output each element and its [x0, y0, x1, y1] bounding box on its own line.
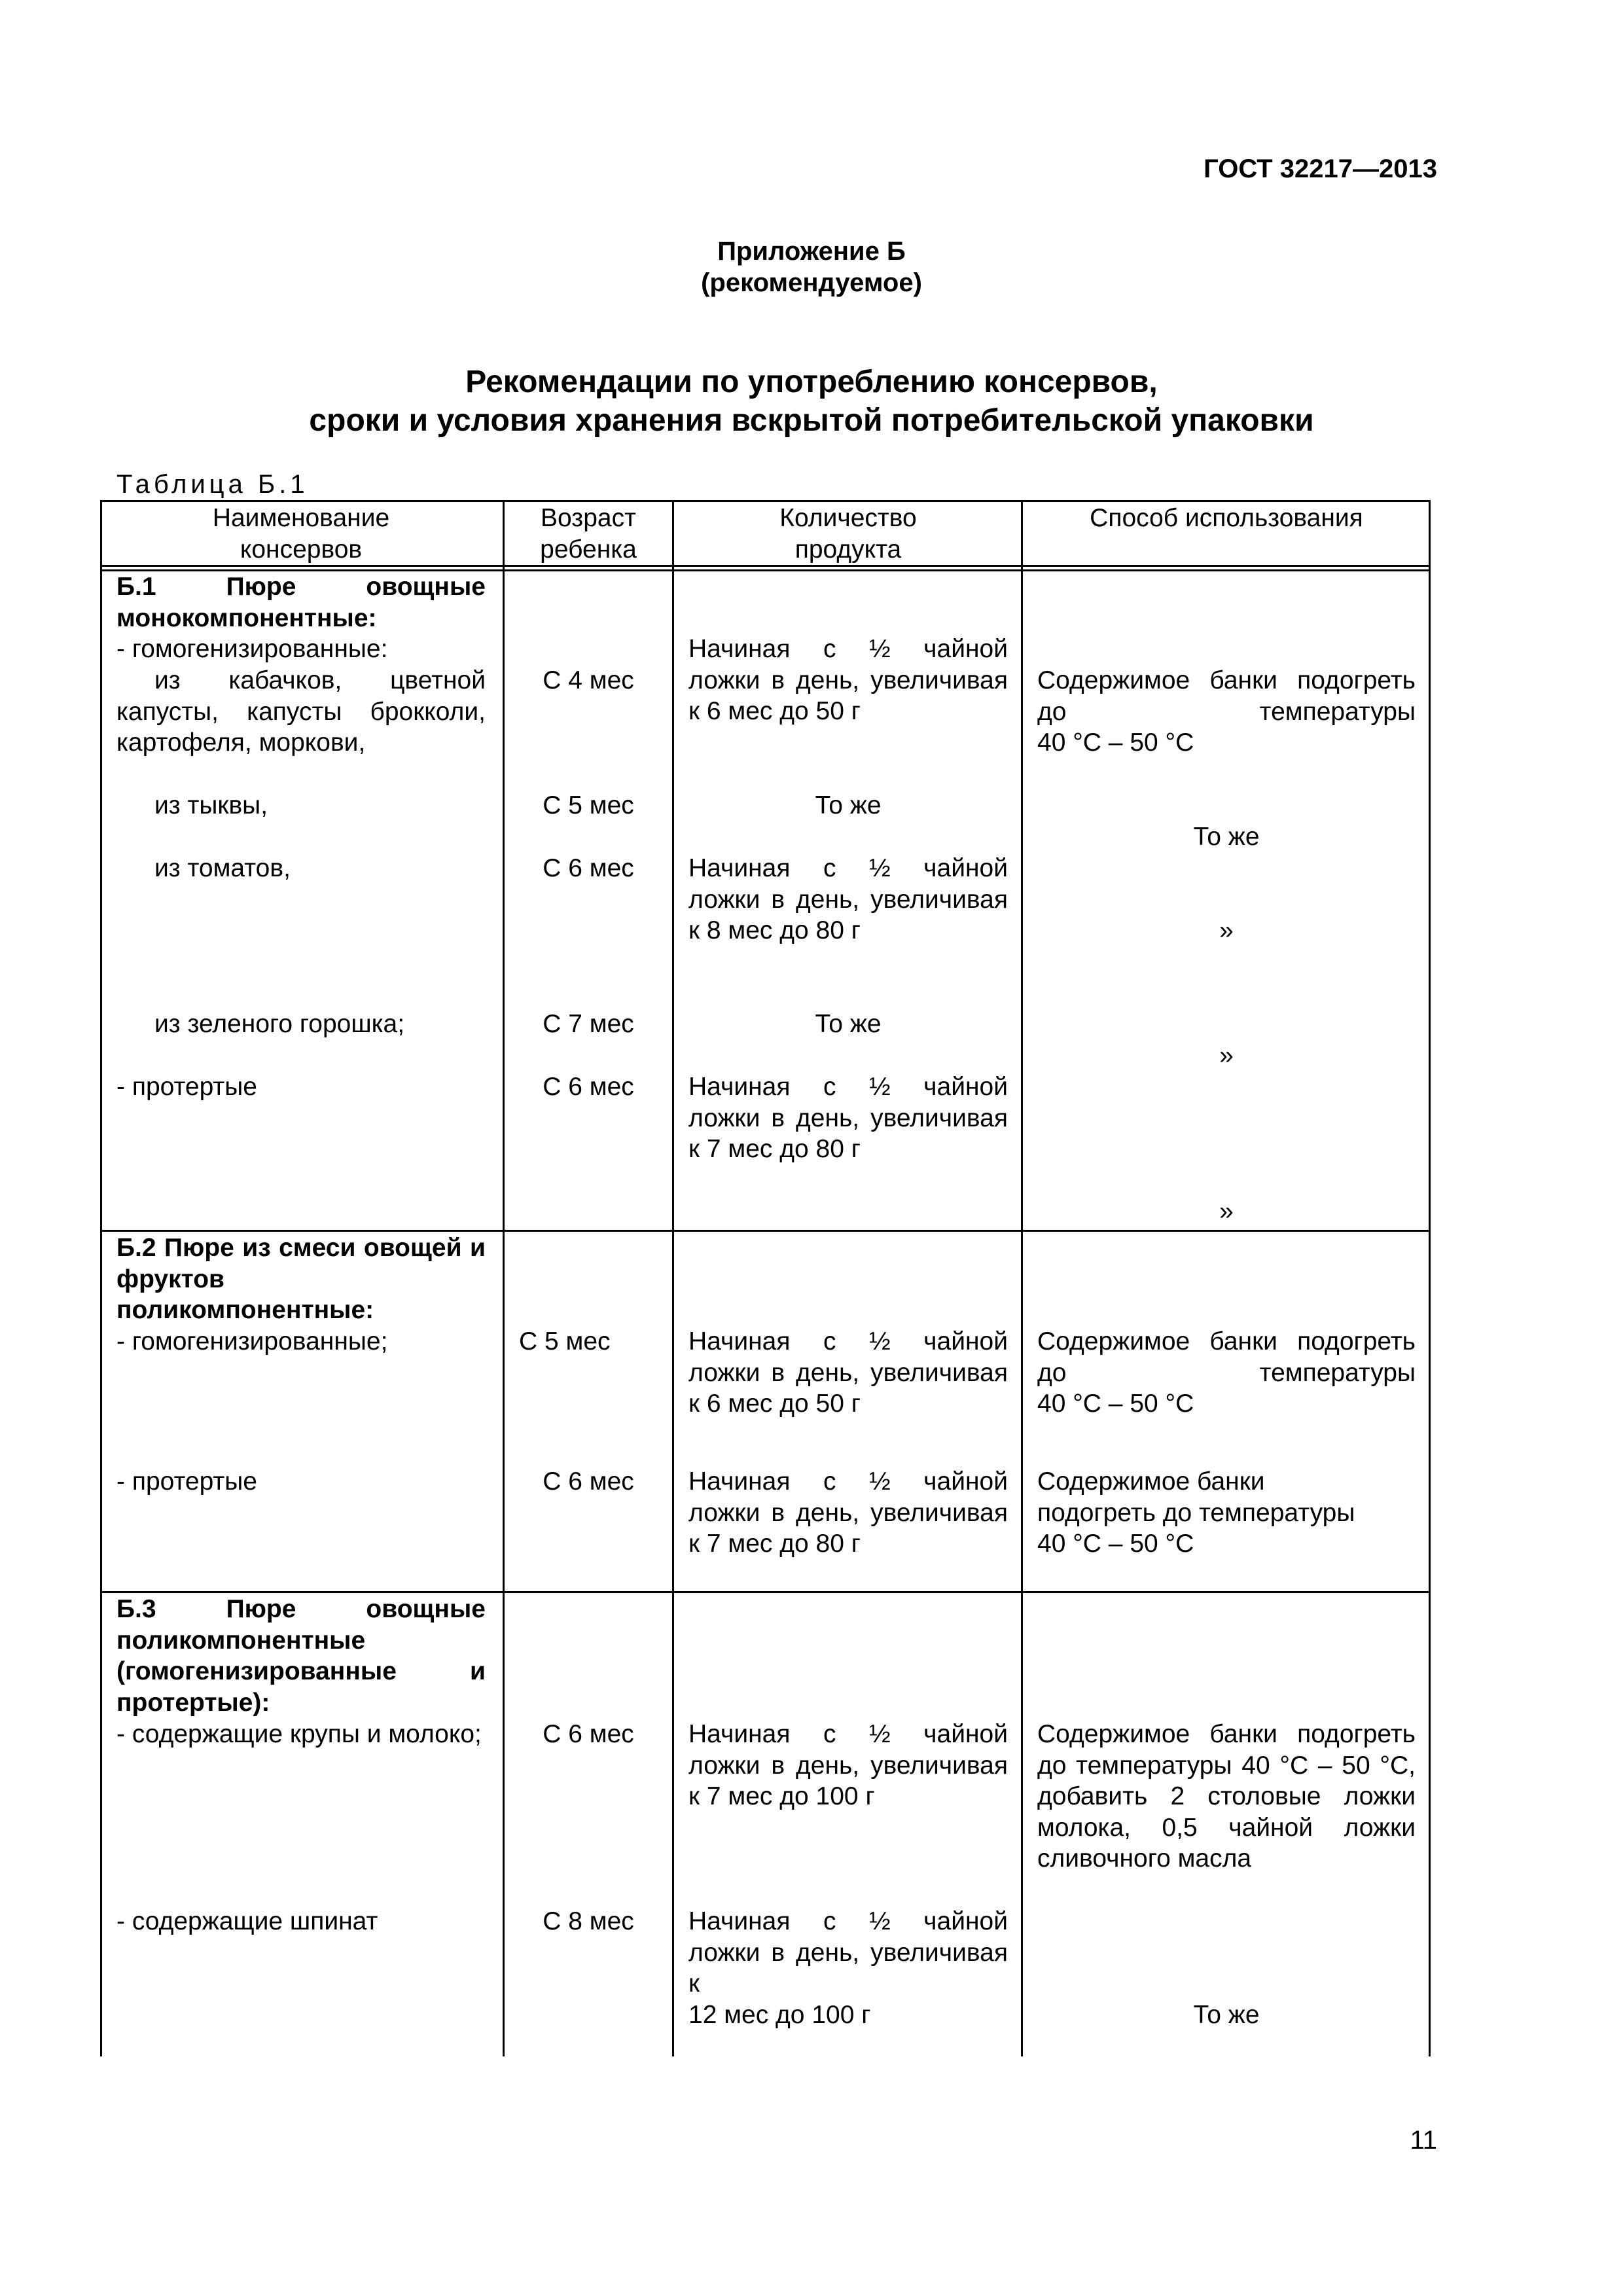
page-number: 11: [1410, 2126, 1437, 2155]
row-separator-b3: [100, 1591, 1431, 1593]
b3-title: Б.3 Пюре овощные поликомпонентные (гомогенизированные и протертые):: [116, 1595, 486, 1717]
b1-title: [102, 571, 492, 634]
b1-zucchini-usage-line-1: Содержимое банки подогреть до температуры: [1037, 666, 1416, 726]
b3-spinach-quantity: [674, 1906, 1021, 2030]
b1-homogenized-label: - гомогенизированные:: [116, 635, 388, 663]
b1-tomato-usage: »: [1219, 916, 1234, 944]
b3-grain-age: С 6 мес: [543, 1720, 634, 1748]
table-top-border: [100, 500, 1431, 502]
annex-title: Приложение Б: [717, 237, 906, 266]
header-name: [102, 503, 492, 565]
b3-spinach-quantity-line-1: Начиная с ½ чайной ложки в день, увеличивая к: [688, 1907, 1008, 1998]
b2-pureed-usage: [1023, 1466, 1429, 1560]
table-label: Таблица Б.1: [116, 470, 309, 499]
b3-grain-name: - содержащие крупы и молоко;: [116, 1720, 482, 1748]
b1-pureed-age: С 6 мес: [543, 1073, 634, 1101]
b3-spinach-name: - содержащие шпинат: [116, 1907, 378, 1935]
b1-tomato-quantity: Начиная с ½ чайной ложки в день, увеличивая к 8 мес до 80 г: [688, 854, 1008, 944]
b1-pumpkin-age: С 5 мес: [543, 791, 634, 819]
b1-peas-age: С 7 мес: [543, 1010, 634, 1038]
column-divider-2: [672, 500, 674, 2056]
b3-spinach-usage: То же: [1193, 2001, 1260, 2029]
column-divider-1: [503, 500, 505, 2056]
b3-grain-quantity: Начиная с ½ чайной ложки в день, увеличивая к 7 мес до 100 г: [688, 1720, 1008, 1810]
b2-pureed-usage-line-3: 40 °С – 50 °С: [1037, 1530, 1194, 1558]
header-age: [505, 503, 672, 565]
b1-zucchini-age: С 4 мес: [543, 666, 634, 694]
b1-pureed-usage: »: [1219, 1197, 1234, 1225]
b1-zucchini-usage-line-2: 40 °С – 50 °С: [1037, 728, 1194, 757]
main-title-line-2: сроки и условия хранения вскрытой потребительской упаковки: [309, 403, 1314, 438]
b2-pureed-usage-line-2: подогреть до температуры: [1037, 1498, 1355, 1527]
b2-title-line-1: Б.2 Пюре из смеси овощей и фруктов: [116, 1234, 486, 1293]
document-code: ГОСТ 32217—2013: [1204, 154, 1437, 183]
b1-tomato-age: С 6 мес: [543, 854, 634, 882]
header-name-line-1: Наименование: [212, 504, 390, 532]
b2-pureed-age: С 6 мес: [543, 1467, 634, 1496]
b1-tomato-name: из томатов,: [154, 854, 291, 882]
b2-homogenized-quantity: Начиная с ½ чайной ложки в день, увеличивая к 6 мес до 50 г: [688, 1327, 1008, 1418]
b2-pureed-name: - протертые: [116, 1467, 257, 1496]
b2-homogenized-usage-line-2: 40 °С – 50 °С: [1037, 1390, 1194, 1418]
header-name-line-2: консервов: [240, 535, 363, 564]
header-quantity: [674, 503, 1021, 565]
b1-zucchini-name: из кабачков, цветной капусты, капусты брокколи, картофеля, моркови,: [116, 666, 486, 757]
b2-pureed-usage-line-1: Содержимое банки: [1037, 1467, 1265, 1496]
b3-spinach-age: С 8 мес: [543, 1907, 634, 1935]
header-quantity-line-2: продукта: [794, 535, 902, 564]
row-separator-b2: [100, 1230, 1431, 1232]
b3-spinach-quantity-line-2: 12 мес до 100 г: [688, 2000, 871, 2029]
header-age-line-2: ребенка: [540, 535, 637, 564]
annex-subtitle: (рекомендуемое): [701, 268, 922, 297]
b1-zucchini-quantity: Начиная с ½ чайной ложки в день, увеличивая к 6 мес до 50 г: [688, 635, 1008, 725]
b2-homogenized-usage: [1023, 1326, 1429, 1420]
b3-grain-usage: Содержимое банки подогреть до температуры 40 °С – 50 °С, добавить 2 столовые ложки молока, 0,5 чайной ложки сливочного масла: [1037, 1720, 1416, 1873]
b1-peas-quantity: То же: [815, 1010, 882, 1038]
b1-pumpkin-quantity: То же: [815, 791, 882, 819]
b1-zucchini-usage: [1023, 665, 1429, 759]
b1-peas-usage: »: [1219, 1041, 1234, 1069]
main-title-line-1: Рекомендации по употреблению консервов,: [465, 365, 1158, 399]
b1-pureed-quantity: Начиная с ½ чайной ложки в день, увеличивая к 7 мес до 80 г: [688, 1073, 1008, 1163]
table-right-border: [1429, 500, 1431, 2056]
b2-pureed-quantity: Начиная с ½ чайной ложки в день, увеличивая к 7 мес до 80 г: [688, 1467, 1008, 1558]
b2-homogenized-usage-line-1: Содержимое банки подогреть до температуры: [1037, 1327, 1416, 1387]
b2-homogenized-name: - гомогенизированные;: [116, 1327, 388, 1355]
b1-pureed-name: - протертые: [116, 1073, 257, 1101]
header-age-line-1: Возраст: [541, 504, 636, 532]
b1-pumpkin-name: из тыквы,: [154, 791, 268, 819]
b1-peas-name: из зеленого горошка;: [154, 1010, 405, 1038]
b1-title-line-2: монокомпонентные:: [116, 603, 377, 632]
b1-pumpkin-usage: То же: [1193, 823, 1260, 851]
header-usage: Способ использования: [1090, 504, 1363, 532]
b2-homogenized-age: С 5 мес: [519, 1327, 611, 1355]
header-double-rule-1: [100, 565, 1431, 567]
b2-title: [102, 1232, 492, 1326]
b2-title-line-2: поликомпонентные:: [116, 1296, 374, 1324]
b1-title-line-1: Б.1 Пюре овощные: [116, 573, 486, 601]
header-quantity-line-1: Количество: [779, 504, 917, 532]
